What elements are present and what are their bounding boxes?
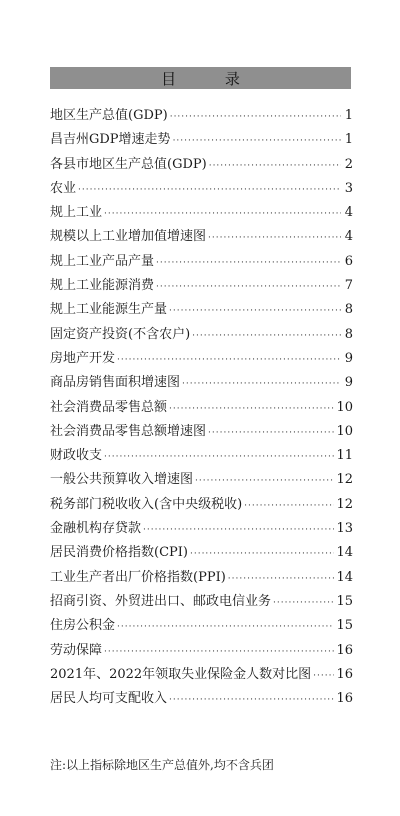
toc-leader-dots (208, 428, 334, 438)
toc-entry-page-number: 15 (336, 593, 353, 609)
toc-entry-page-number: 8 (344, 302, 353, 318)
toc-leader-dots (273, 598, 334, 608)
toc-entry-page-number: 16 (336, 691, 353, 707)
toc-entry[interactable] (50, 614, 353, 638)
toc-entry[interactable] (50, 541, 353, 565)
toc-entry-page-number: 1 (344, 132, 353, 148)
toc-leader-dots (228, 574, 335, 584)
toc-leader-dots (208, 233, 341, 243)
toc-title: 目 录 (161, 69, 262, 88)
toc-leader-dots (195, 476, 334, 486)
toc-entry-label: 规上工业能源生产量 (50, 302, 168, 318)
toc-entry-label: 财政收支 (50, 448, 103, 464)
toc-entry-label: 规上工业 (50, 205, 103, 221)
toc-entry-page-number: 12 (336, 472, 353, 488)
toc-entry[interactable] (50, 468, 353, 492)
toc-entry[interactable] (50, 347, 353, 371)
toc-entry-label: 规上工业能源消费 (50, 278, 155, 294)
toc-entry[interactable] (50, 177, 353, 201)
toc-leader-dots (143, 525, 334, 535)
toc-entry-page-number: 12 (336, 496, 353, 512)
toc-entry-page-number: 14 (336, 569, 353, 585)
toc-entry[interactable] (50, 396, 353, 420)
toc-entry[interactable] (50, 420, 353, 444)
toc-entry[interactable] (50, 663, 353, 687)
toc-entry-page-number: 16 (336, 642, 353, 658)
toc-entry-label: 规上工业产品产量 (50, 253, 155, 269)
toc-entry[interactable] (50, 639, 353, 663)
toc-leader-dots (104, 452, 334, 462)
toc-entry-page-number: 2 (344, 156, 353, 172)
toc-entry-page-number: 1 (344, 108, 353, 123)
toc-leader-dots (156, 282, 341, 292)
toc-entry-label: 工业生产者出厂价格指数(PPI) (50, 569, 226, 585)
toc-entry[interactable] (50, 566, 353, 590)
toc-entry[interactable] (50, 444, 353, 468)
toc-entry-label: 规模以上工业增加值增速图 (50, 229, 207, 245)
toc-leader-dots (173, 136, 341, 146)
toc-entry-label: 昌吉州GDP增速走势 (50, 132, 171, 148)
toc-entry[interactable] (50, 590, 353, 614)
toc-entry-label: 税务部门税收收入(含中央级税收) (50, 496, 243, 512)
toc-leader-dots (190, 549, 334, 559)
toc-entry-label: 劳动保障 (50, 642, 103, 658)
toc-entry-label: 2021年、2022年领取失业保险金人数对比图 (50, 666, 312, 682)
toc-entry-label: 居民人均可支配收入 (50, 691, 168, 707)
toc-leader-dots (182, 379, 341, 389)
toc-entry-label: 社会消费品零售总额 (50, 399, 168, 415)
toc-leader-dots (244, 501, 334, 511)
toc-entry-page-number: 3 (344, 180, 353, 196)
toc-entry[interactable] (50, 323, 353, 347)
toc-entry-page-number: 11 (336, 448, 353, 464)
toc-list (50, 104, 353, 711)
toc-entry-label: 各县市地区生产总值(GDP) (50, 156, 207, 172)
toc-leader-dots (209, 161, 341, 171)
toc-entry-label: 一般公共预算收入增速图 (50, 472, 194, 488)
toc-entry-page-number: 6 (344, 253, 353, 269)
toc-entry-label: 农业 (50, 180, 77, 196)
toc-entry-label: 社会消费品零售总额增速图 (50, 423, 207, 439)
toc-entry-page-number: 7 (344, 278, 353, 294)
toc-leader-dots (117, 355, 341, 365)
toc-entry-page-number: 9 (344, 350, 353, 366)
toc-entry[interactable] (50, 371, 353, 395)
toc-title-bar (50, 67, 351, 89)
toc-leader-dots (313, 671, 334, 681)
toc-leader-dots (78, 185, 341, 195)
toc-entry-page-number: 15 (336, 618, 353, 634)
toc-entry-page-number: 9 (344, 375, 353, 391)
toc-leader-dots (192, 331, 341, 341)
footnote: 注:以上指标除地区生产总值外,均不含兵团 (50, 758, 274, 772)
toc-entry-page-number: 10 (336, 399, 353, 415)
toc-entry-label: 住房公积金 (50, 618, 116, 634)
toc-entry-page-number: 14 (336, 545, 353, 561)
toc-entry-page-number: 13 (336, 521, 353, 537)
toc-entry[interactable] (50, 274, 353, 298)
toc-entry[interactable] (50, 225, 353, 249)
toc-leader-dots (104, 209, 341, 219)
toc-entry[interactable] (50, 517, 353, 541)
toc-entry[interactable] (50, 687, 353, 711)
toc-entry[interactable] (50, 153, 353, 177)
toc-entry-page-number: 16 (336, 666, 353, 682)
toc-entry-page-number: 4 (344, 229, 353, 245)
toc-leader-dots (170, 112, 341, 122)
toc-entry-page-number: 10 (336, 423, 353, 439)
toc-entry-label: 商品房销售面积增速图 (50, 375, 181, 391)
toc-entry-label: 招商引资、外贸进出口、邮政电信业务 (50, 593, 272, 609)
toc-leader-dots (169, 404, 334, 414)
toc-leader-dots (104, 647, 334, 657)
toc-entry-label: 金融机构存贷款 (50, 521, 142, 537)
toc-entry-label: 居民消费价格指数(CPI) (50, 545, 188, 561)
toc-entry-page-number: 8 (344, 326, 353, 342)
toc-entry[interactable] (50, 104, 353, 128)
toc-leader-dots (169, 695, 334, 705)
toc-leader-dots (117, 622, 334, 632)
toc-entry-label: 地区生产总值(GDP) (50, 108, 168, 123)
toc-entry[interactable] (50, 493, 353, 517)
toc-entry[interactable] (50, 201, 353, 225)
toc-leader-dots (169, 306, 341, 316)
toc-entry[interactable] (50, 298, 353, 322)
toc-entry-label: 房地产开发 (50, 350, 116, 366)
toc-entry[interactable] (50, 128, 353, 152)
toc-entry[interactable] (50, 250, 353, 274)
toc-leader-dots (156, 258, 341, 268)
toc-entry-page-number: 4 (344, 205, 353, 221)
toc-entry-label: 固定资产投资(不含农户) (50, 326, 191, 342)
